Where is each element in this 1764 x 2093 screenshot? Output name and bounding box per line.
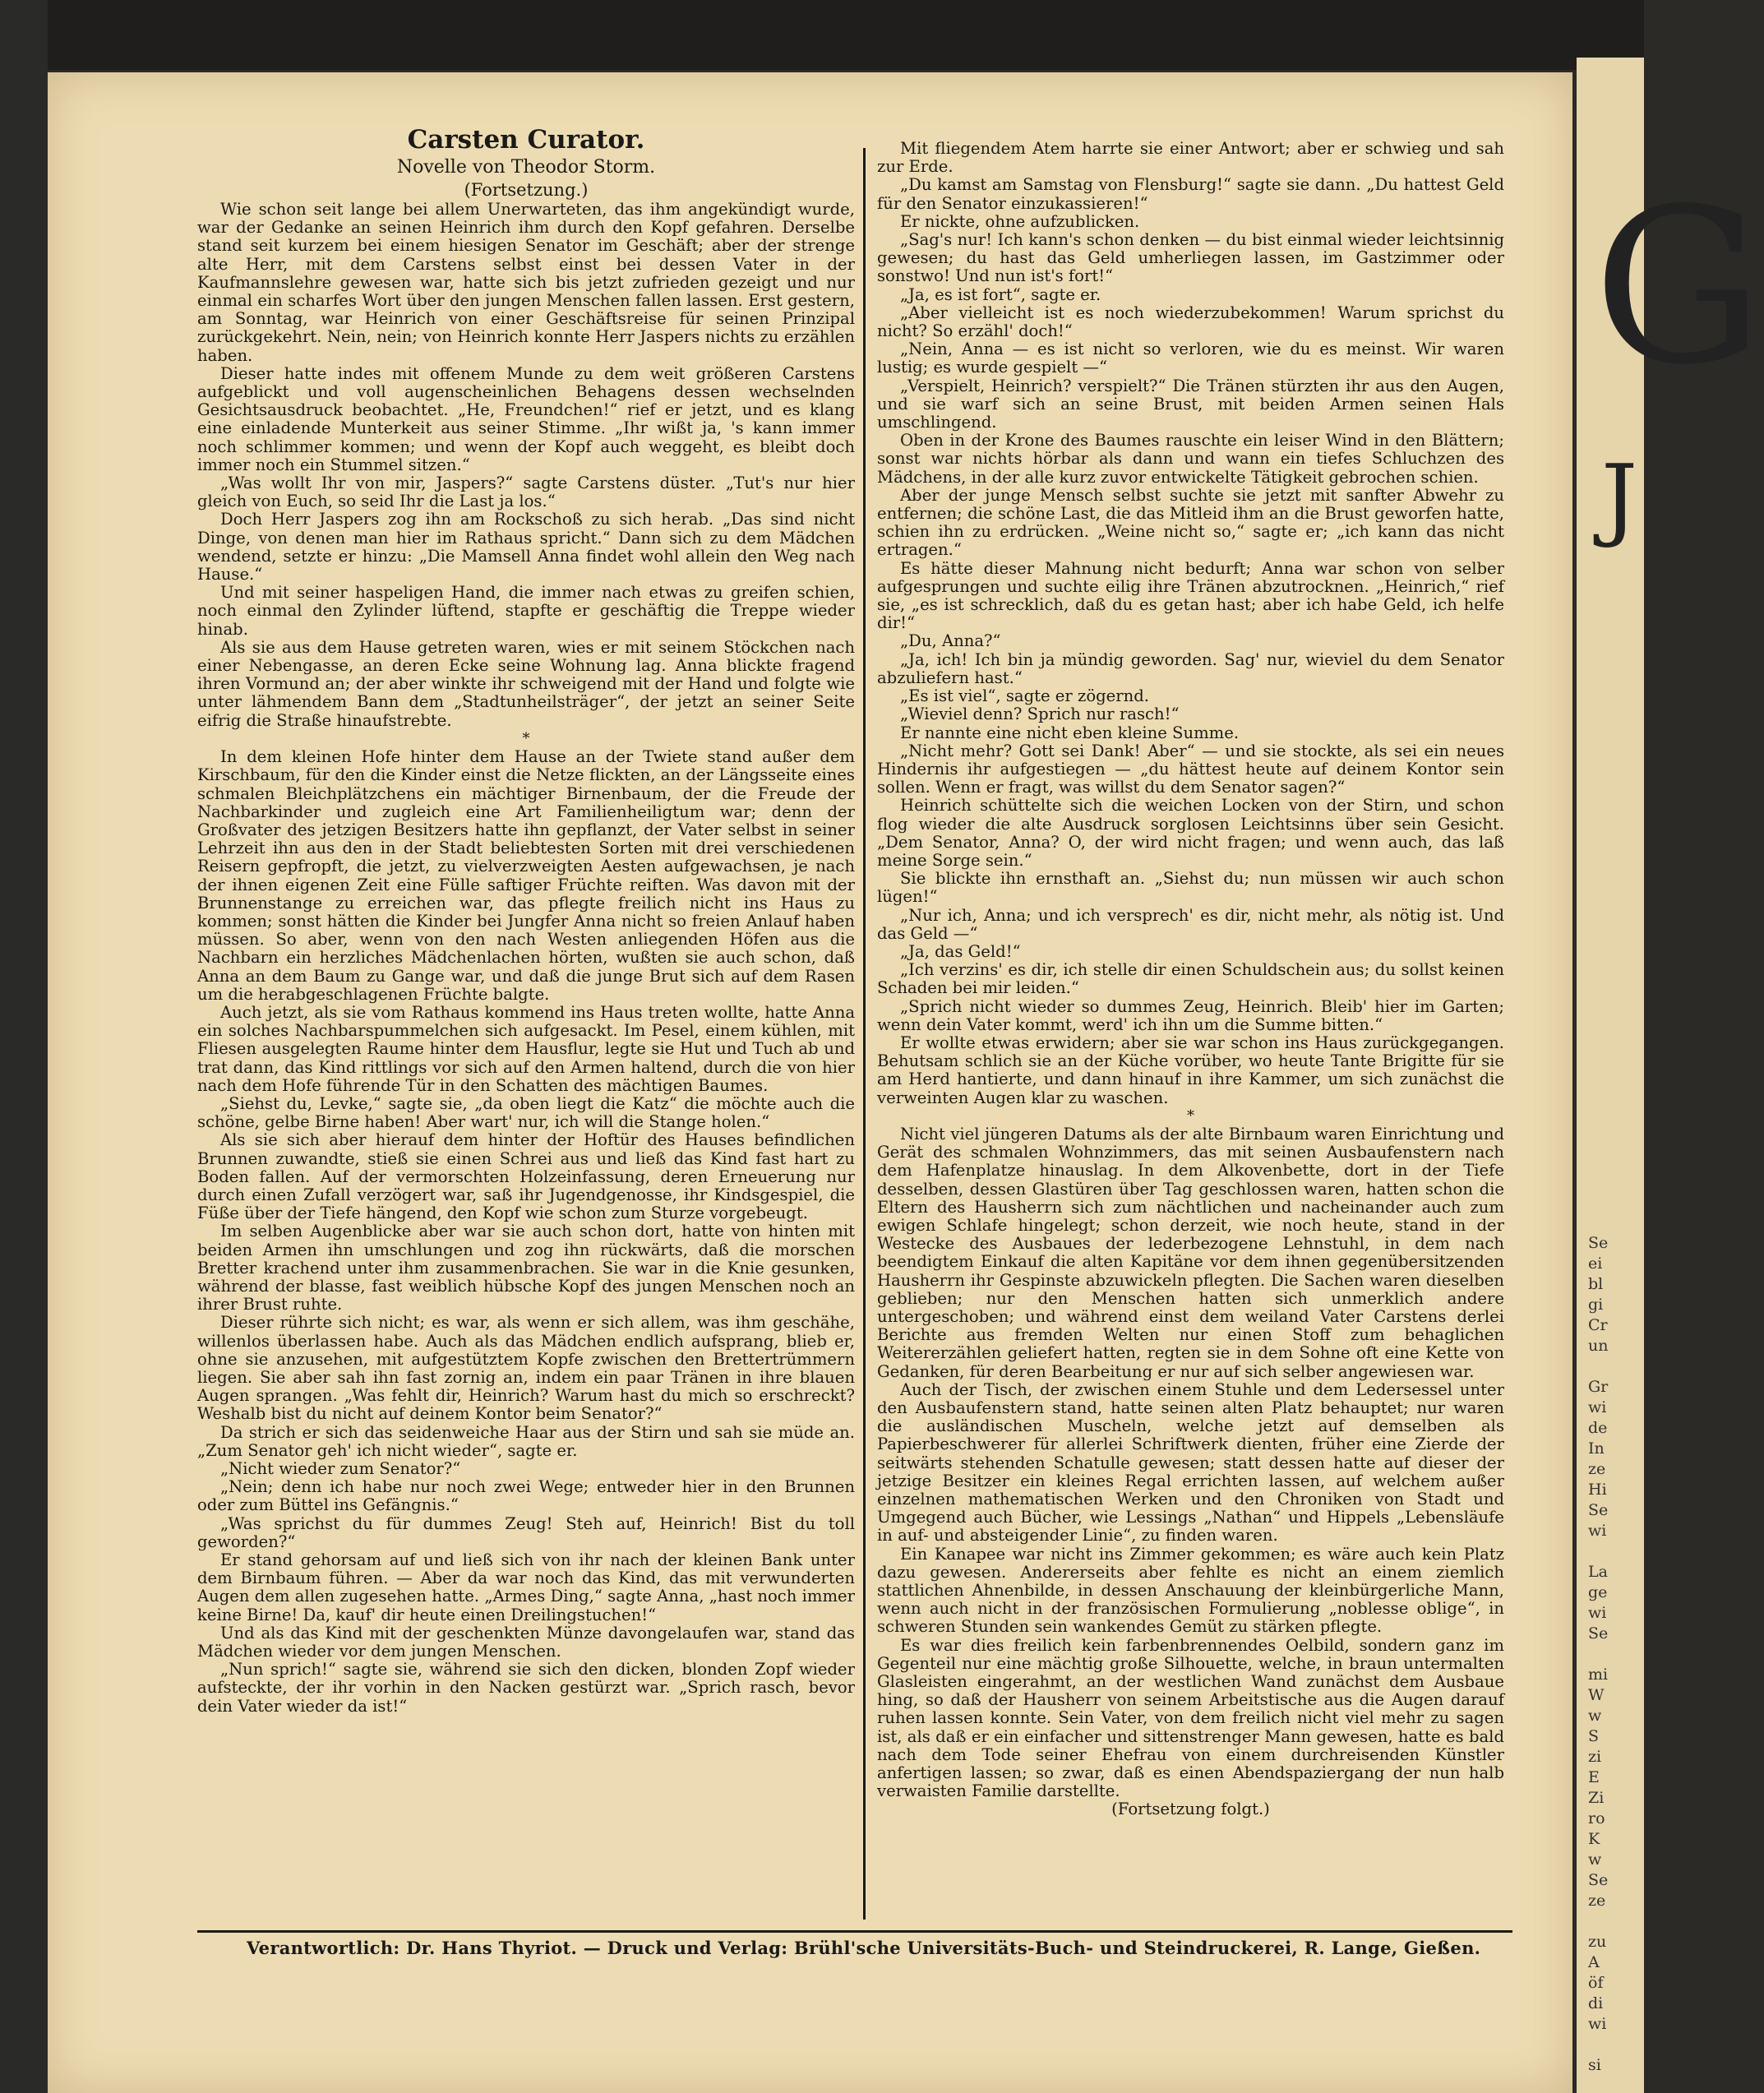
paragraph: „Wieviel denn? Sprich nur rasch!“ [900, 705, 1180, 724]
adjacent-page-edge [1577, 58, 1764, 2093]
section-separator: * [522, 729, 530, 747]
paragraph: Dieser rührte sich nicht; es war, als wenn er sich allem, was ihm geschähe, willenlos überlassen habe. Auch als das Mädchen endlich aufsprang, blieb er, ohne sie anzusehen, mit aufgestütztem Kopfe zwischen den Brettertrümmern liegen. Sie aber sah ihn fast zornig an, indem ein paar Tränen in ihre blauen Augen sprangen. „Was fehlt dir, Heinrich? Warum hast du mich so erschreckt? Weshalb bist du nicht auf deinem Kontor beim Senator?“ [197, 1313, 855, 1424]
paragraph: „Du, Anna?“ [900, 631, 1001, 651]
adjacent-page-large-letter: G [1593, 164, 1764, 412]
binder-edge-left [0, 0, 48, 2093]
paragraph: „Ja, ich! Ich bin ja mündig geworden. Sag' nur, wieviel du dem Senator abzuliefern hast.“ [877, 649, 1504, 687]
footer-rule [197, 1930, 1512, 1933]
paragraph: „Siehst du, Levke,“ sagte sie, „da oben liegt die Katz“ die möchte auch die schöne, gelbe Birne haben! Aber wart' nur, ich will die Stange holen.“ [197, 1093, 855, 1132]
article-subtitle: Novelle von Theodor Storm. [396, 157, 656, 178]
paragraph: Heinrich schüttelte sich die weichen Locken von der Stirn, und schon flog wieder die alte Ausdruck sorglosen Leichtsinns über sein Gesicht. „Dem Senator, Anna? O, der wird nicht fragen; und wenn auch, das laß meine Sorge sein.“ [877, 796, 1504, 870]
paragraph: „Was wollt Ihr von mir, Jaspers?“ sagte Carstens düster. „Tut's nur hier gleich von Euch, so seid Ihr die Last ja los.“ [197, 474, 855, 511]
paragraph: Nicht viel jüngeren Datums als der alte Birnbaum waren Einrichtung und Gerät des schmalen Wohnzimmers, das mit seinen Ausbaufenstern nach dem Hafenplatze hinauslag. In dem Alkovenbette, dort in der Tiefe desselben, dessen Glastüren über Tag geschlossen waren, hatten schon die Eltern des Hausherrn sich zum nächtlichen und nacheinander auch zum ewigen Schlafe hingelegt; schon derzeit, wie noch heute, stand in der Westecke des Ausbaues der lederbezogene Lehnstuhl, in dem nach beendigtem Einkauf die alten Kapitäne vor dem ihnen gegenübersitzenden Hausherrn ihr Gespinste abzuwickeln pflegten. Die Sachen waren dieselben geblieben; nur den Menschen hatten sich unmerklich andere untergeschoben; und während einst dem weiland Vater Carstens derlei Berichte aus fremden Welten nur einen Stoff zum behaglichen Weitererzählen geliefert hatten, regten sie in dem Sohne oft eine Kette von Gedanken, für deren Bearbeitung er nur auf sich selber angewiesen war. [877, 1124, 1504, 1381]
paragraph: Ein Kanapee war nicht ins Zimmer gekommen; es wäre auch kein Platz dazu gewesen. Andererseits aber fehlte es nicht an einem ziemlich stattlichen Ahnenbilde, in dessen Anschauung der kleinbürgerliche Mann, wenn auch nicht in der französischen Formulierung „noblesse oblige“, in schweren Stunden sein wankendes Gemüt zu stärken pflegte. [877, 1544, 1504, 1637]
paragraph: „Was sprichst du für dummes Zeug! Steh auf, Heinrich! Bist du toll geworden?“ [197, 1513, 855, 1551]
paragraph: Oben in der Krone des Baumes rauschte ein leiser Wind in den Blättern; sonst war nichts hörbar als dann und wann ein tiefes Schluchzen des Mädchens, in der alle kurz zuvor entwickelte Tätigkeit gebrochen schien. [877, 431, 1504, 487]
binder-edge-top [0, 0, 1644, 70]
paragraph: Er wollte etwas erwidern; aber sie war schon ins Haus zurückgegangen. Behutsam schlich sie an der Küche vorüber, wo heute Tante Brigitte für sie am Herd hantierte, und dann hinauf in ihre Kammer, um sich zunächst die verweinten Augen klar zu waschen. [877, 1033, 1504, 1107]
paragraph: Mit fliegendem Atem harrte sie einer Antwort; aber er schwieg und sah zur Erde. [877, 139, 1504, 177]
paragraph: „Nicht wieder zum Senator?“ [220, 1459, 461, 1479]
paragraph: Es war dies freilich kein farbenbrennendes Oelbild, sondern ganz im Gegenteil nur eine mächtig große Silhouette, welche, in braun untermalten Glasleisten eingerahmt, an der westlichen Wand zunächst dem Ausbaue hing, so daß der Hausherr von seinem Arbeitstische aus die Augen darauf ruhen lassen konnte. Sein Vater, von dem freilich nicht viel mehr zu sagen ist, als daß er ein einfacher und sittenstrenger Mann gewesen, hatte es bald nach dem Tode seiner Ehefrau von einem durchreisenden Künstler anfertigen lassen; so zwar, daß es einen Abendspaziergang der nun halb verwaisten Familie darstellte. [877, 1635, 1504, 1801]
paragraph: Wie schon seit lange bei allem Unerwarteten, das ihm angekündigt wurde, war der Gedanke an seinen Heinrich ihm durch den Kopf gefahren. Derselbe stand seit kurzem bei einem hiesigen Senator im Geschäft; aber der strenge alte Herr, mit dem Carstens selbst einst bei dessen Vater in der Kaufmannslehre gewesen war, hatte sich bis jetzt zufrieden gezeigt und nur einmal ein scharfes Wort über den jungen Menschen fallen lassen. Erst gestern, am Sonntag, war Heinrich von einer Geschäftsreise für seinen Prinzipal zurückgekehrt. Nein, nein; von Heinrich konnte Herr Jaspers nichts zu erzählen haben. [197, 200, 855, 365]
paragraph: „Nein, Anna — es ist nicht so verloren, wie du es meinst. Wir waren lustig; es wurde gespielt —“ [877, 340, 1504, 377]
paragraph: Und als das Kind mit der geschenkten Münze davongelaufen war, stand das Mädchen wieder vor dem jungen Menschen. [197, 1623, 855, 1661]
paragraph: „Ja, es ist fort“, sagte er. [900, 284, 1101, 304]
section-separator: * [1187, 1107, 1194, 1125]
paragraph: Er nannte eine nicht eben kleine Summe. [900, 723, 1240, 742]
paragraph: In dem kleinen Hofe hinter dem Hause an der Twiete stand außer dem Kirschbaum, für den die Kinder einst die Netze flickten, an der Längsseite eines schmalen Bleichplätzchens ein mächtiger Birnenbaum, der die Freude der Nachbarkinder und zugleich eine Art Familienheiligtum war; denn der Großvater des jetzigen Besitzers hatte ihn gepflanzt, der Vater selbst in seiner Lehrzeit ihn aus den in der Stadt beliebtesten Sorten mit drei verschiedenen Reisern gepfropft, die jetzt, zu vielverzweigten Aesten aufgewachsen, je nach der ihnen eigenen Zeit eine Fülle saftiger Früchte reiften. Was davon mit der Brunnenstange zu erreichen war, das pflegte freilich nicht ins Haus zu kommen; sonst hätten die Kinder bei Jungfer Anna nicht so freien Anlauf haben müssen. So aber, wenn von den nach Westen anliegenden Höfen aus die Nachbarn ein herzliches Mädchenlachen hörten, wußten sie auch schon, daß Anna an dem Baum zu Gange war, und daß die junge Brut sich auf dem Rasen um die herabgeschlagenen Früchte balgte. [197, 747, 855, 1004]
paragraph: Aber der junge Mensch selbst suchte sie jetzt mit sanfter Abwehr zu entfernen; die schöne Last, die das Mitleid ihm an die Brust geworfen hatte, schien ihn zu erdrücken. „Weine nicht so,“ sagte er; „ich kann das nicht ertragen.“ [877, 485, 1504, 560]
paragraph: Und mit seiner haspeligen Hand, die immer nach etwas zu greifen schien, noch einmal den Zylinder lüftend, stapfte er geschäftig die Treppe wieder hinab. [197, 583, 855, 639]
paragraph: Es hätte dieser Mahnung nicht bedurft; Anna war schon von selber aufgesprungen und suchte eilig ihre Tränen abzutrocknen. „Heinrich,“ rief sie, „es ist schrecklich, daß du es getan hast; aber ich habe Geld, ich helfe dir!“ [877, 558, 1504, 633]
adjacent-page-headline-letter: J [1601, 445, 1638, 550]
to-be-continued-note: (Fortsetzung folgt.) [1111, 1800, 1270, 1819]
paragraph: „Nicht mehr? Gott sei Dank! Aber“ — und sie stockte, als sei ein neues Hindernis ihr aufgestiegen — „du hättest heute auf deinem Kontor sein sollen. Wenn er fragt, was willst du dem Senator sagen?“ [877, 741, 1504, 797]
paragraph: „Sag's nur! Ich kann's schon denken — du bist einmal wieder leichtsinnig gewesen; du hast das Geld umherliegen lassen, im Gastzimmer oder sonstwo! Und nun ist's fort!“ [877, 230, 1504, 286]
paragraph: Da strich er sich das seidenweiche Haar aus der Stirn und sah sie müde an. „Zum Senator geh' ich nicht wieder“, sagte er. [197, 1422, 855, 1460]
paragraph: „Sprich nicht wieder so dummes Zeug, Heinrich. Bleib' hier im Garten; wenn dein Vater kommt, werd' ich ihn um die Summe bitten.“ [877, 996, 1504, 1034]
paragraph: Als sie sich aber hierauf dem hinter der Hoftür des Hauses befindlichen Brunnen zuwandte, stieß sie einen Schrei aus und ließ das Kind fast hart zu Boden fallen. Auf der vermorschten Holzeinfassung, deren Erneuerung nur durch einen Zufall verzögert war, saß ihr Jugendgenosse, ihr Kindsgespiel, die Füße über der Tiefe hängend, den Kopf wie schon zum Sturze vorgebeugt. [197, 1130, 855, 1223]
paragraph: Sie blickte ihn ernsthaft an. „Siehst du; nun müssen wir auch schon lügen!“ [877, 869, 1504, 907]
adjacent-page-text-fragments: Se ei bl gi Cr un Gr wi de In ze Hi Se wi La ge wi Se mi W w S zi E Zi ro K w Se ze zu A öf di wi si [1588, 1234, 1609, 2074]
paragraph: Im selben Augenblicke aber war sie auch schon dort, hatte von hinten mit beiden Armen ihn umschlungen und zog ihn rückwärts, daß die morschen Bretter krachend unter ihm zusammenbrachen. Sie war in die Knie gesunken, während der blasse, fast weiblich hübsche Kopf des jungen Menschen noch an ihrer Brust ruhte. [197, 1222, 855, 1314]
article-column-right [877, 140, 1504, 1819]
continuation-note: (Fortsetzung.) [464, 180, 589, 200]
paragraph: Er stand gehorsam auf und ließ sich von ihr nach der kleinen Bank unter dem Birnbaum führen. — Aber da war noch das Kind, das mit verwunderten Augen dem allen zugesehen hatte. „Armes Ding,“ sagte Anna, „hast noch immer keine Birne! Da, kauf' dir heute einen Dreilingstuchen!“ [197, 1550, 855, 1624]
article-column-left [197, 123, 855, 1716]
article-title: Carsten Curator. [407, 125, 645, 155]
paragraph: „Ich verzins' es dir, ich stelle dir einen Schuldschein aus; du sollst keinen Schaden bei mir leiden.“ [877, 960, 1504, 998]
paragraph: Doch Herr Jaspers zog ihn am Rockschoß zu sich herab. „Das sind nicht Dinge, von denen man hier im Rathaus spricht.“ Dann sich zu dem Mädchen wendend, setzte er hinzu: „Die Mamsell Anna findet wohl allein den Weg nach Hause.“ [197, 510, 855, 584]
paragraph: Dieser hatte indes mit offenem Munde zu dem weit größeren Carstens aufgeblickt und voll augenscheinlichen Behagens dessen wechselnden Gesichtsausdruck beobachtet. „He, Freundchen!“ rief er jetzt, und es klang eine einladende Munterkeit aus seiner Stimme. „Ihr wißt ja, 's kann immer noch schlimmer kommen; und wenn der Kopf auch weggeht, es bleibt doch immer noch ein Stummel sitzen.“ [197, 363, 855, 474]
paragraph: „Du kamst am Samstag von Flensburg!“ sagte sie dann. „Du hattest Geld für den Senator einzukassieren!“ [877, 175, 1504, 213]
paragraph: „Nur ich, Anna; und ich versprech' es dir, nicht mehr, als nötig ist. Und das Geld —“ [877, 905, 1504, 943]
paragraph: Auch jetzt, als sie vom Rathaus kommend ins Haus treten wollte, hatte Anna ein solches Nachbarspummelchen sich aufgesackt. Im Pesel, einem kühlen, mit Fliesen ausgelegten Raume hinter dem Hausflur, legte sie Hut und Tuch ab und trat dann, das Kind rittlings vor sich auf den Armen haltend, durch die von hier nach dem Hofe führende Tür in den Schatten des mächtigen Baumes. [197, 1002, 855, 1095]
paragraph: „Ja, das Geld!“ [900, 941, 1021, 961]
paragraph: Auch der Tisch, der zwischen einem Stuhle und dem Ledersessel unter den Ausbaufenstern stand, hatte seinen alten Platz behauptet; nur waren die ausländischen Muscheln, welche jetzt auf demselben als Papierbeschwerer für allerlei Schriftwerk dienten, früher eine Zierde der seitwärts stehenden Schatulle gewesen; statt dessen hatte auf dieser der jetzige Besitzer ein kleines Regal errichten lassen, auf welchem außer einzelnen mathematischen Werken und den Chroniken von Stadt und Umgegend auch Bücher, wie Lessings „Nathan“ und Hippels „Lebensläufe in auf- und absteigender Linie“, zu finden waren. [877, 1379, 1504, 1545]
column-divider [863, 148, 866, 1920]
paragraph: Als sie aus dem Hause getreten waren, wies er mit seinem Stöckchen nach einer Nebengasse, an deren Ecke seine Wohnung lag. Anna blickte fragend ihren Vormund an; der aber winkte ihr schweigend mit der Hand und folgte wie unter lähmendem Bann dem „Stadtunheilsträger“, der jetzt an seiner Seite eifrig die Straße hinaufstrebte. [197, 637, 855, 730]
paragraph: „Es ist viel“, sagte er zögernd. [900, 686, 1150, 706]
publisher-imprint: Verantwortlich: Dr. Hans Thyriot. — Druck und Verlag: Brühl'sche Universitäts-Buch- und Steindruckerei, R. Lange, Gießen. [247, 1938, 1481, 1958]
paragraph: „Verspielt, Heinrich? verspielt?“ Die Tränen stürzten ihr aus den Augen, und sie warf sich an seine Brust, mit beiden Armen seinen Hals umschlingend. [877, 376, 1504, 432]
paragraph: „Aber vielleicht ist es noch wiederzubekommen! Warum sprichst du nicht? So erzähl' doch!“ [877, 303, 1504, 341]
paragraph: Er nickte, ohne aufzublicken. [900, 211, 1140, 231]
paragraph: „Nein; denn ich habe nur noch zwei Wege; entweder hier in den Brunnen oder zum Büttel ins Gefängnis.“ [197, 1477, 855, 1515]
paragraph: „Nun sprich!“ sagte sie, während sie sich den dicken, blonden Zopf wieder aufsteckte, der ihr vorhin in den Nacken gestürzt war. „Sprich rasch, bevor dein Vater wieder da ist!“ [197, 1660, 855, 1716]
